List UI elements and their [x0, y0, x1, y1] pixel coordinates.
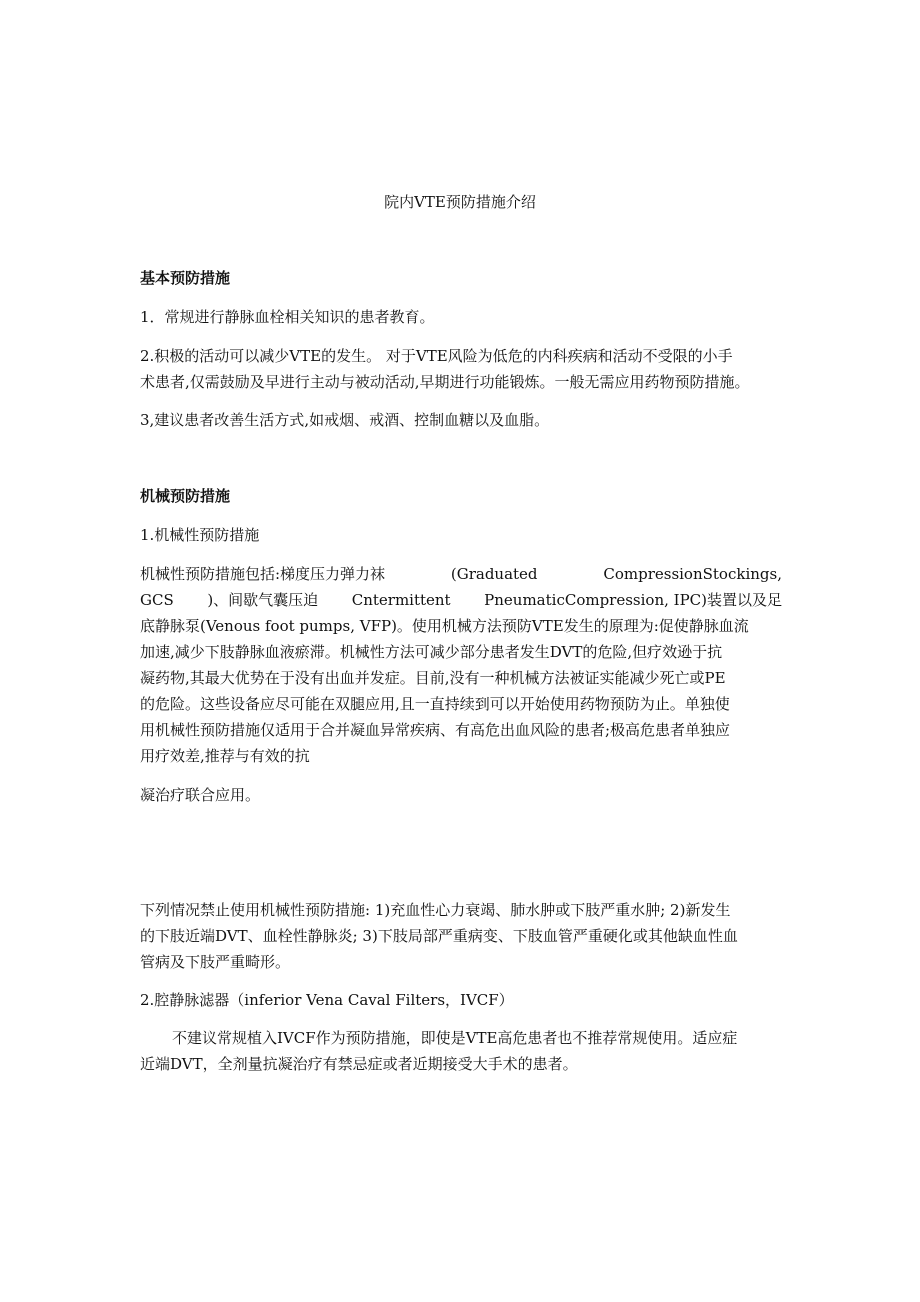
line-2-part-4: PneumaticCompression, IPC)装置以及足	[484, 591, 782, 609]
mechanical-paragraph-line-4: 加速,减少下肢静脉血液瘀滞。机械性方法可减少部分患者发生DVT的危险,但疗效逊于抗	[140, 643, 723, 661]
contraindications-line-3: 管病及下肢严重畸形。	[140, 953, 291, 971]
mechanical-paragraph-line-1	[140, 562, 782, 586]
section-heading-mechanical: 机械预防措施	[140, 487, 231, 505]
document-title: 院内VTE预防措施介绍	[384, 193, 536, 211]
mechanical-paragraph-line-7: 用机械性预防措施仅适用于合并凝血异常疾病、有高危出血风险的患者;极高危患者单独应	[140, 721, 731, 739]
line-1-part-3: CompressionStockings,	[603, 565, 782, 583]
contraindications-line-2: 的下肢近端DVT、血栓性静脉炎; 3)下肢局部严重病变、下肢血管严重硬化或其他缺血性血	[140, 927, 738, 945]
line-2-part-2: )、间歇气囊压迫	[207, 591, 319, 609]
ivcf-paragraph-line-1: 不建议常规植入IVCF作为预防措施，即使是VTE高危患者也不推荐常规使用。适应症	[172, 1029, 738, 1047]
line-1-part-1: 机械性预防措施包括:梯度压力弹力袜	[140, 565, 386, 583]
basic-item-1: 1．常规进行静脉血栓相关知识的患者教育。	[140, 308, 435, 326]
mechanical-paragraph-line-8: 用疗效差,推荐与有效的抗	[140, 747, 310, 765]
contraindications-line-1: 下列情况禁止使用机械性预防措施: 1)充血性心力衰竭、肺水肿或下肢严重水肿; 2)新发生	[140, 901, 731, 919]
basic-item-2-line-1: 2.积极的活动可以减少VTE的发生。 对于VTE风险为低危的内科疾病和活动不受限的小手	[140, 347, 733, 365]
section-heading-basic: 基本预防措施	[140, 269, 231, 287]
basic-item-3: 3,建议患者改善生活方式,如戒烟、戒酒、控制血糖以及血脂。	[140, 411, 550, 429]
mechanical-paragraph-line-3: 底静脉泵(Venous foot pumps, VFP)。使用机械方法预防VTE发生的原理为:促使静脉血流	[140, 617, 749, 635]
mechanical-subsection-2-title: 2.腔静脉滤器（inferior Vena Caval Filters，IVCF）	[140, 991, 514, 1009]
line-2-part-1: GCS	[140, 591, 174, 609]
line-2-part-3: Cntermittent	[351, 591, 451, 609]
mechanical-paragraph-line-5: 凝药物,其最大优势在于没有出血并发症。目前,没有一种机械方法被证实能减少死亡或PE	[140, 669, 726, 687]
mechanical-paragraph-continuation: 凝治疗联合应用。	[140, 786, 261, 804]
mechanical-paragraph-line-2	[140, 588, 782, 612]
mechanical-paragraph-line-6: 的危险。这些设备应尽可能在双腿应用,且一直持续到可以开始使用药物预防为止。单独使	[140, 695, 730, 713]
mechanical-subsection-1-title: 1.机械性预防措施	[140, 526, 260, 544]
basic-item-2-line-2: 术患者,仅需鼓励及早进行主动与被动活动,早期进行功能锻炼。一般无需应用药物预防措施。	[140, 373, 750, 391]
ivcf-paragraph-line-2: 近端DVT，全剂量抗凝治疗有禁忌症或者近期接受大手术的患者。	[140, 1055, 578, 1073]
line-1-part-2: (Graduated	[450, 565, 538, 583]
